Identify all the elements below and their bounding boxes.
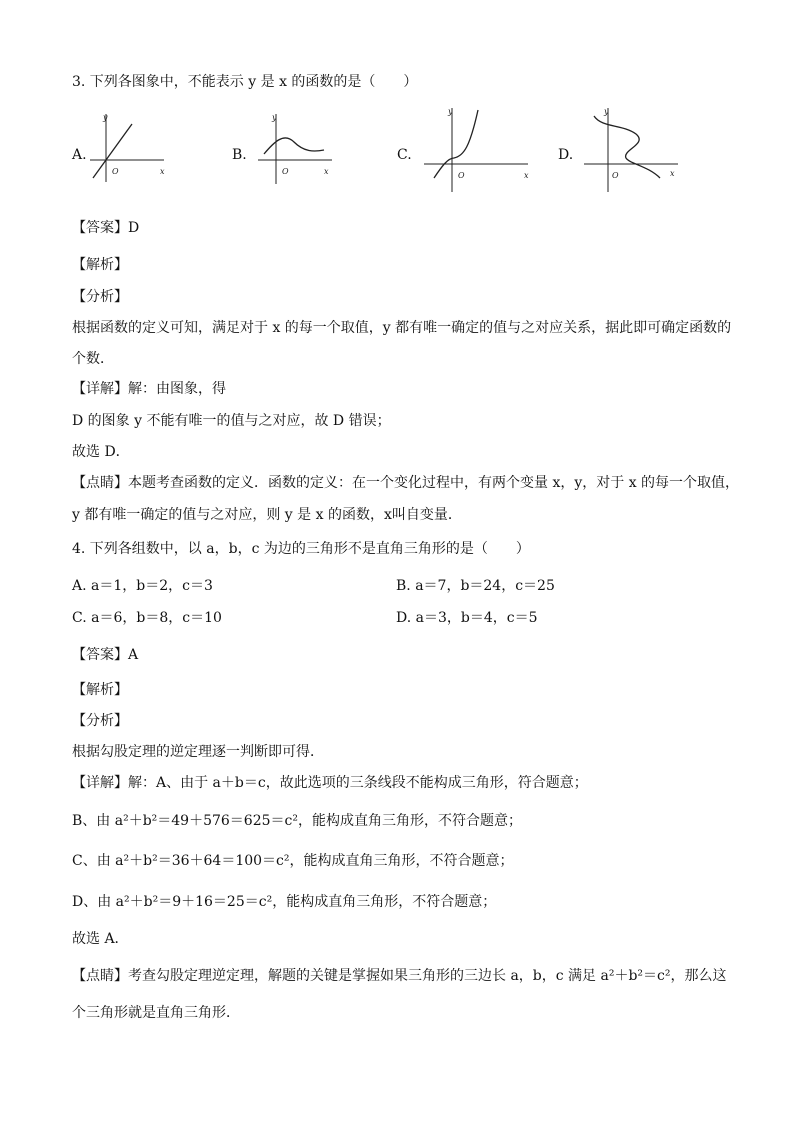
graph-c-y-label: y (448, 107, 453, 116)
q3-answer: 【答案】D (72, 220, 140, 236)
option-b-label: B. (232, 147, 247, 163)
graph-d-x-label: x (670, 169, 675, 178)
q4-option-b: B. a＝7，b＝24，c＝25 (396, 578, 555, 594)
graph-c-origin-label: O (458, 171, 465, 180)
q4-option-c: C. a＝6，b＝8，c＝10 (72, 610, 222, 626)
graph-d-origin-label: O (612, 171, 619, 180)
q4-question: 4. 下列各组数中，以 a，b，c 为边的三角形不是直角三角形的是（ ） (72, 541, 530, 557)
q3-fenxi-text-1: 根据函数的定义可知，满足对于 x 的每一个取值，y 都有唯一确定的值与之对应关系，据此即可确定函数的 (72, 320, 732, 336)
graph-b-origin-label: O (282, 167, 289, 176)
graph-b-curve (264, 138, 324, 154)
q3-comment-2: y 都有唯一确定的值与之对应，则 y 是 x 的函数，x叫自变量． (72, 507, 462, 523)
q3-analysis-heading: 【解析】 (72, 257, 128, 273)
q4-fenxi-heading: 【分析】 (72, 713, 128, 729)
graph-b-y-label: y (272, 113, 277, 122)
graph-c-x-label: x (524, 171, 529, 180)
q3-question: 3. 下列各图象中，不能表示 y 是 x 的函数的是（ ） (72, 74, 418, 90)
q3-fenxi-text-2: 个数． (72, 351, 114, 367)
graph-a-x-label: x (160, 167, 165, 176)
q4-detail-5: 故选 A． (72, 931, 129, 947)
q3-detail-2: D 的图象 y 不能有唯一的值与之对应，故 D 错误； (72, 413, 391, 429)
graph-a (88, 112, 168, 184)
graph-a-origin-label: O (112, 167, 119, 176)
option-a-label: A. (72, 147, 87, 163)
graph-d-y-label: y (604, 107, 609, 116)
option-d-label: D. (558, 147, 574, 163)
graph-d (582, 106, 682, 192)
q4-detail-2: B、由 a²＋b²＝49＋576＝625＝c²，能构成直角三角形，不符合题意； (72, 813, 522, 829)
q4-detail-1: 【详解】解：A、由于 a＋b＝c，故此选项的三条线段不能构成三角形，符合题意； (72, 775, 588, 791)
option-c-label: C. (397, 147, 412, 163)
q4-comment-2: 个三角形就是直角三角形． (72, 1005, 240, 1021)
q3-detail-1: 【详解】解：由图象，得 (72, 381, 226, 397)
q4-detail-4: D、由 a²＋b²＝9＋16＝25＝c²，能构成直角三角形，不符合题意； (72, 894, 497, 910)
q4-detail-3: C、由 a²＋b²＝36＋64＝100＝c²，能构成直角三角形，不符合题意； (72, 853, 514, 869)
q3-fenxi-heading: 【分析】 (72, 289, 128, 305)
q4-analysis-heading: 【解析】 (72, 682, 128, 698)
q4-option-d: D. a＝3，b＝4，c＝5 (396, 610, 538, 626)
q4-fenxi-text: 根据勾股定理的逆定理逐一判断即可得． (72, 744, 324, 760)
q3-comment-1: 【点睛】本题考查函数的定义．函数的定义：在一个变化过程中，有两个变量 x，y，对于 x 的每一个取值， (72, 475, 740, 491)
graph-b-x-label: x (324, 167, 329, 176)
graph-b (256, 112, 336, 184)
q4-comment-1: 【点睛】考查勾股定理逆定理，解题的关键是掌握如果三角形的三边长 a，b，c 满足 a²＋b²＝c²，那么这 (72, 968, 727, 984)
q4-answer: 【答案】A (72, 647, 139, 663)
graph-c-curve (434, 110, 478, 178)
q4-option-a: A. a＝1，b＝2，c＝3 (72, 578, 213, 594)
graph-d-curve (594, 116, 660, 178)
graph-a-y-label: y (103, 113, 108, 122)
q3-detail-3: 故选 D． (72, 444, 130, 460)
graph-c (420, 106, 532, 192)
